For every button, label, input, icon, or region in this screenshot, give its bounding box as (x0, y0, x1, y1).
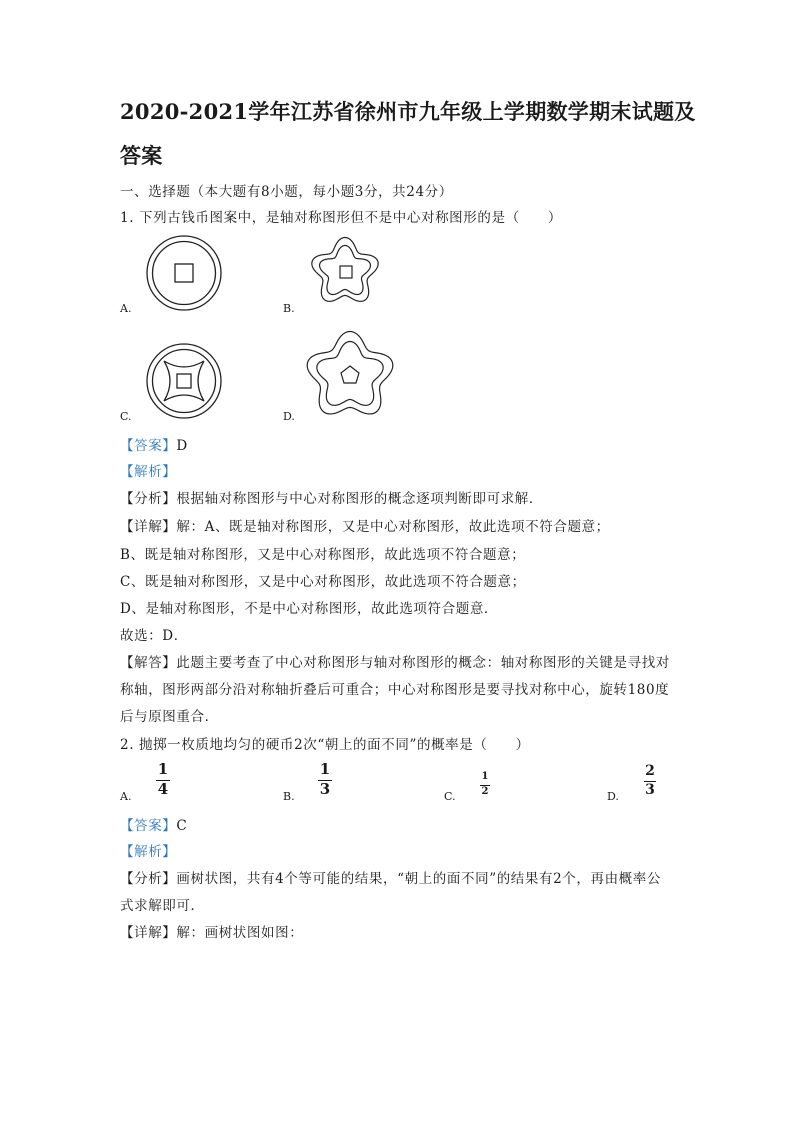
q2-option-c-denominator: 2 (481, 785, 489, 797)
q2-option-c-label: C. (444, 790, 456, 803)
q2-option-a-fraction (156, 762, 170, 798)
q2-option-b-label: B. (283, 790, 295, 803)
q1-detail-line-4: D、是轴对称图形，不是中心对称图形，故此选项符合题意． (120, 601, 499, 617)
q1-detail-line-2: B、既是轴对称图形，又是中心对称图形，故此选项不符合题意； (120, 547, 526, 563)
doc-title-line1: 2020-2021学年江苏省徐州市九年级上学期数学期末试题及 (120, 99, 696, 124)
q2-option-d-fraction (644, 764, 656, 797)
q1-detail-line-1: 【详解】解：A、既是轴对称图形，又是中心对称图形，故此选项不符合题意； (120, 519, 610, 535)
q1-answer-line (120, 434, 188, 454)
q2-option-d-denominator: 3 (645, 781, 655, 798)
q1-detail-line-3: C、既是轴对称图形，又是中心对称图形，故此选项不符合题意； (120, 574, 526, 590)
q1-analysis-tag: 【解析】 (120, 464, 177, 480)
q2-answer-line (120, 814, 187, 834)
q1-comment-line-2: 称轴，图形两部分沿对称轴折叠后可重合；中心对称图形是要寻找对称中心，旋转180度 (120, 682, 670, 698)
q1-comment-line-3: 后与原图重合． (120, 709, 219, 725)
q2-answer-tag: 【答案】 (120, 818, 177, 834)
q1-comment-line-1: 【解答】此题主要考查了中心对称图形与轴对称图形的概念：轴对称图形的关键是寻找对 (120, 655, 670, 671)
q1-option-b-label: B. (283, 302, 295, 315)
q2-option-d-label: D. (607, 790, 619, 803)
section-heading: 一、选择题（本大题有8小题，每小题3分，共24分） (120, 184, 453, 200)
q2-answer-value: C (176, 818, 188, 834)
q2-option-a-numerator: 1 (157, 760, 169, 778)
coin-b-inner-flower (320, 246, 371, 295)
coin-b-outer-flower (312, 238, 378, 302)
coin-d-outer-flower (307, 332, 393, 414)
coin-c-figure (146, 343, 222, 419)
doc-title-line2: 答案 (120, 143, 163, 168)
coin-a-figure (146, 235, 222, 311)
q2-option-b-numerator: 1 (319, 760, 331, 778)
q2-analysis-line-2: 式求解即可． (120, 898, 205, 914)
q2-option-a-denominator: 4 (157, 779, 169, 798)
q1-answer-tag: 【答案】 (120, 438, 177, 454)
q1-answer-value: D (176, 438, 188, 454)
q1-option-d-label: D. (283, 410, 295, 423)
q2-stem: 2. 抛掷一枚质地均匀的硬币2次“朝上的面不同”的概率是（ ） (120, 737, 530, 753)
q2-option-b-denominator: 3 (319, 779, 331, 798)
q2-option-c-numerator: 1 (481, 771, 489, 782)
coin-d-figure (304, 331, 396, 421)
coin-b-figure (309, 237, 381, 307)
q1-detail-line-5: 故选：D． (120, 628, 188, 644)
coin-d-inner-flower (317, 342, 383, 406)
q2-option-d-numerator: 2 (645, 763, 655, 779)
q2-analysis-line-1: 【分析】画树状图，共有4个等可能的结果，“朝上的面不同”的结果有2个，再由概率公 (120, 871, 661, 887)
q1-stem: 1. 下列古钱币图案中，是轴对称图形但不是中心对称图形的是（ ） (120, 210, 562, 226)
q1-analysis-line: 【分析】根据轴对称图形与中心对称图形的概念逐项判断即可求解． (120, 491, 543, 507)
q2-option-b-fraction (318, 762, 332, 798)
q2-detail-line: 【详解】解：画树状图如图： (120, 925, 304, 941)
q2-option-a-label: A. (120, 790, 132, 803)
q2-analysis-tag: 【解析】 (120, 844, 177, 860)
q2-option-c-fraction (480, 772, 490, 797)
q1-option-a-label: A. (120, 302, 132, 315)
q1-option-c-label: C. (120, 410, 132, 423)
